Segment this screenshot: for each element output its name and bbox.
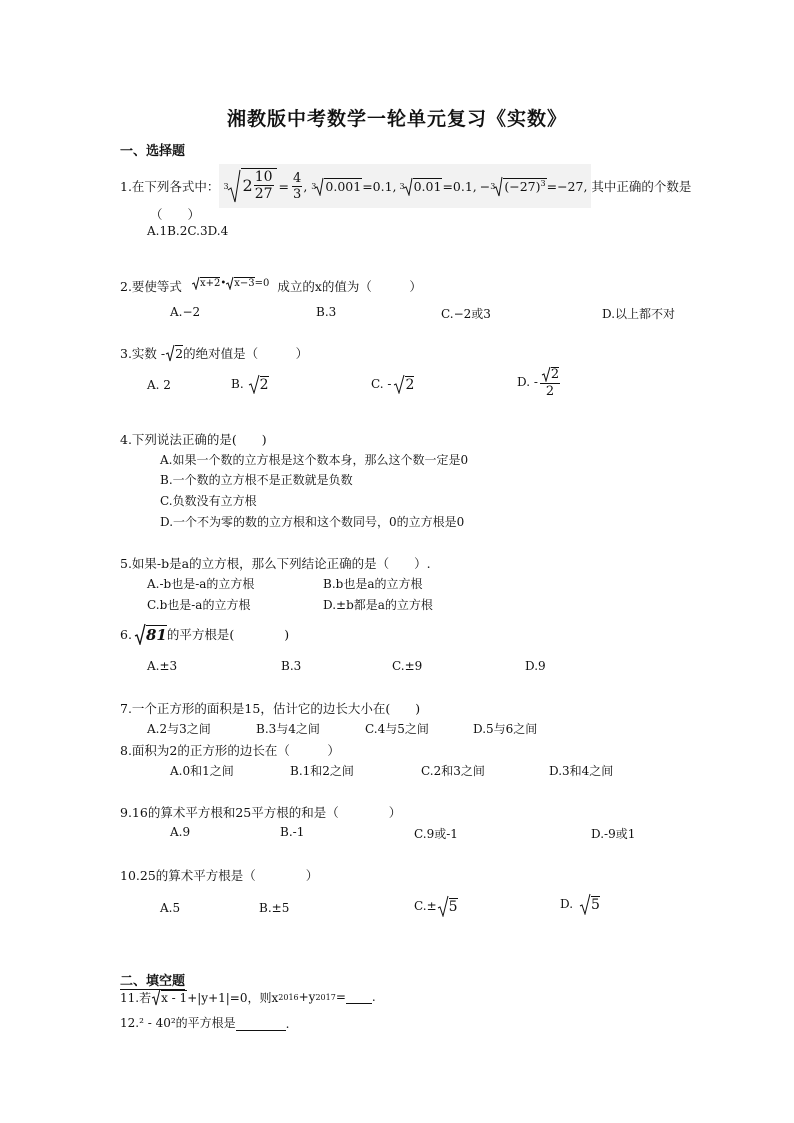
question-4: 4.下列说法正确的是( ) — [120, 432, 267, 447]
radical-sign — [314, 176, 324, 196]
q3-option-d-denominator: 2 — [545, 384, 555, 399]
radical-sign — [165, 344, 175, 362]
question-2 — [120, 277, 422, 295]
q11-end: . — [371, 990, 376, 1004]
page-title: 湘教版中考数学一轮单元复习《实数》 — [226, 108, 567, 130]
question-8: 8.面积为2的正方形的边长在（ ） — [120, 743, 340, 758]
q7-option-a: A.2与3之间 — [147, 722, 211, 736]
q3-option-b-radicand: 2 — [259, 376, 269, 393]
q11-plus: +y — [298, 990, 316, 1004]
question-1-expressions: 3 2 $\frac{10}{27}$ = $\frac{4}{3}$ , 3 0.001 =0.1, 3 0.01 =0.1, − 3 $(-27)^3$ =−27, — [219, 164, 591, 208]
q7-option-c: C.4与5之间 — [365, 722, 429, 736]
q6-prefix: 6. — [120, 626, 132, 642]
q1-d-radicand: (−27) — [504, 179, 541, 195]
q6-suffix: 的平方根是( ) — [166, 627, 290, 642]
q11-exp1: 2016 — [278, 992, 299, 1002]
question-2-equation: x+2 • x−3 =0 — [192, 276, 269, 290]
q8-option-b: B.1和2之间 — [290, 764, 354, 778]
q1-b-radicand: 0.001 — [325, 179, 362, 194]
section-heading-fill — [120, 970, 185, 989]
q3-option-d-label: D. - — [517, 375, 538, 389]
q1-mixed-int: 2 — [242, 176, 253, 195]
q3-option-d — [517, 366, 561, 398]
radical-sign — [393, 374, 405, 394]
section-heading-fill-text: 二、填空题 — [120, 974, 186, 989]
q3-option-b — [231, 374, 269, 394]
q3-radicand: 2 — [175, 346, 184, 361]
q10-option-c-label: C.± — [414, 899, 437, 913]
question-2-prefix: 2.要使等式 — [120, 279, 182, 294]
q11-radicand: x - 1 — [161, 990, 188, 1005]
radical-sign — [151, 988, 161, 1006]
q2-radicand-1: x+2 — [199, 278, 221, 289]
radical-sign — [541, 366, 551, 382]
question-7: 7.一个正方形的面积是15，估计它的边长大小在( ) — [120, 701, 421, 716]
question-6 — [120, 623, 289, 645]
q9-option-b: B.-1 — [280, 825, 305, 839]
q2-eq: =0 — [254, 277, 270, 289]
q1-b-result: =0.1, — [362, 178, 397, 194]
q12-text: 12.² - 40²的平方根是 — [120, 1016, 236, 1030]
q10-option-d-radicand: 5 — [591, 896, 600, 913]
q3-option-c-label: C. - — [371, 377, 392, 391]
q1-frac-num: 10 — [254, 169, 273, 185]
radical-sign — [493, 175, 503, 197]
radical-sign — [192, 276, 200, 290]
q1-c-result: =0.1, — [442, 178, 477, 194]
q8-option-c: C.2和3之间 — [421, 764, 485, 778]
q3-text-c: 的绝对值是（ ） — [183, 346, 309, 361]
q12-answer-blank[interactable] — [236, 1018, 286, 1031]
q2-option-c: C.−2或3 — [441, 307, 491, 321]
q10-option-d-label: D. — [560, 897, 574, 911]
q6-option-b: B.3 — [281, 659, 302, 673]
q6-option-a: A.±3 — [147, 659, 178, 673]
q5-option-b: B.b也是a的立方根 — [323, 577, 423, 591]
q1-res-den: 3 — [293, 186, 302, 202]
q5-option-c: C.b也是-a的立方根 — [147, 598, 251, 612]
q2-option-d: D.以上都不对 — [602, 307, 676, 321]
q11-suffix: = — [335, 990, 346, 1004]
q1-res-num: 4 — [293, 170, 302, 186]
q10-option-c — [414, 895, 458, 917]
q6-radicand: 81 — [145, 625, 167, 644]
question-10: 10.25的算术平方根是（ ） — [120, 868, 319, 883]
q9-option-a: A.9 — [170, 825, 191, 839]
question-12 — [120, 1014, 290, 1031]
question-1-prefix: 1.在下列各式中： — [120, 179, 220, 194]
radical-sign — [227, 168, 241, 204]
question-1-suffix: 其中正确的个数是 — [591, 179, 692, 194]
q9-option-d: D.-9或1 — [591, 827, 636, 841]
q9-option-c: C.9或-1 — [414, 827, 458, 841]
q11-answer-blank[interactable] — [346, 991, 372, 1004]
question-2-suffix: 成立的x的值为（ ） — [277, 279, 422, 294]
q3-option-c — [371, 374, 414, 394]
q1-frac-den: 27 — [254, 186, 273, 202]
q10-option-c-radicand: 5 — [448, 898, 458, 915]
question-1-options: A.1B.2C.3D.4 — [147, 224, 229, 238]
q8-option-d: D.3和4之间 — [549, 764, 614, 778]
q11-prefix: 11.若 — [120, 990, 152, 1005]
q2-option-b: B.3 — [316, 305, 337, 319]
question-3 — [120, 344, 308, 362]
q4-option-a: A.如果一个数的立方根是这个数本身，那么这个数一定是0 — [160, 453, 469, 467]
q6-option-d: D.9 — [525, 659, 546, 673]
question-9: 9.16的算术平方根和25平方根的和是（ ） — [120, 805, 402, 820]
radical-sign — [437, 895, 449, 917]
q1-c-radicand: 0.01 — [413, 179, 442, 194]
radical-sign — [403, 176, 413, 196]
q4-option-c: C.负数没有立方根 — [160, 494, 257, 508]
radical-sign — [579, 893, 591, 915]
question-1-paren: （ ） — [150, 207, 201, 222]
q7-option-b: B.3与4之间 — [256, 722, 320, 736]
question-11 — [120, 988, 376, 1006]
q3-option-b-label: B. — [231, 377, 244, 391]
q4-option-d: D.一个不为零的数的立方根和这个数同号，0的立方根是0 — [160, 515, 465, 529]
q10-option-a: A.5 — [160, 901, 181, 915]
q3-text-a: 3.实数 - — [120, 346, 166, 361]
q7-option-d: D.5与6之间 — [473, 722, 538, 736]
q1-d-result: =−27, — [546, 178, 588, 194]
question-1 — [120, 166, 691, 206]
q10-option-b: B.±5 — [259, 901, 290, 915]
q6-option-c: C.±9 — [392, 659, 423, 673]
q2-option-a: A.−2 — [170, 305, 201, 319]
q5-option-d: D.±b都是a的立方根 — [323, 598, 433, 612]
q10-option-d — [560, 893, 600, 915]
radical-sign — [248, 374, 260, 394]
radical-sign — [134, 623, 146, 645]
section-heading-choice: 一、选择题 — [120, 144, 186, 159]
q3-option-d-radicand: 2 — [550, 367, 560, 382]
q3-option-c-radicand: 2 — [405, 376, 415, 393]
q12-end: . — [285, 1017, 290, 1031]
q5-option-a: A.-b也是-a的立方根 — [147, 577, 255, 591]
q2-radicand-2: x−3 — [234, 278, 255, 289]
radical-sign — [226, 276, 234, 290]
q4-option-b: B.一个数的立方根不是正数就是负数 — [160, 473, 353, 487]
q11-exp2: 2017 — [315, 992, 336, 1002]
q8-option-a: A.0和1之间 — [170, 764, 234, 778]
q3-option-a: A. 2 — [147, 378, 171, 392]
question-5: 5.如果-b是a的立方根，那么下列结论正确的是（ ）. — [120, 556, 431, 571]
q11-mid: +|y+1|=0，则x — [187, 990, 279, 1005]
